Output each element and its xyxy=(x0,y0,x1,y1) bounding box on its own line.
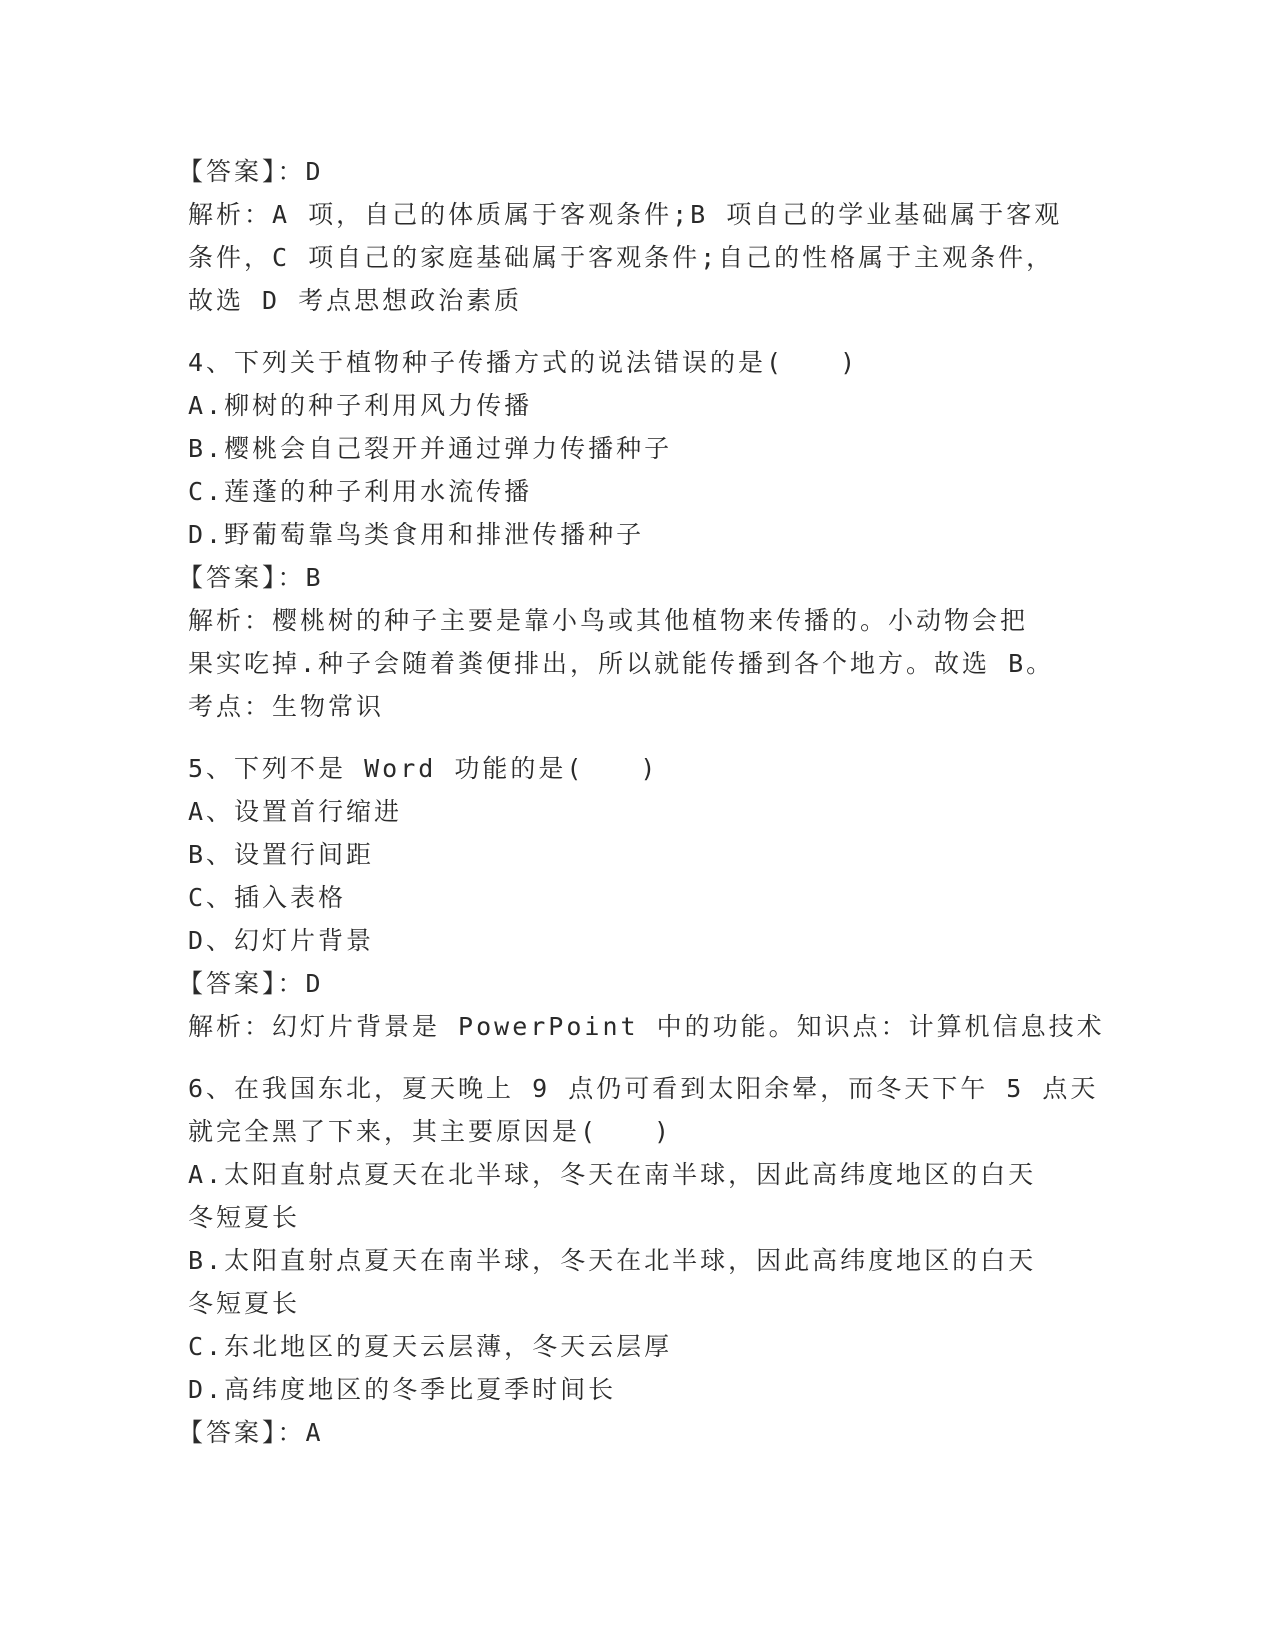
option-line: A.太阳直射点夏天在北半球，冬天在南半球，因此高纬度地区的白天 xyxy=(188,1160,1037,1189)
question-4-text: 4、下列关于植物种子传播方式的说法错误的是( ) xyxy=(188,348,859,377)
question-6-text: 6、在我国东北，夏天晚上 9 点仍可看到太阳余晕，而冬天下午 5 点天 xyxy=(188,1074,1099,1103)
option-line: A、设置首行缩进 xyxy=(188,797,403,826)
analysis-line: 故选 D 考点思想政治素质 xyxy=(188,286,523,315)
option-line: 冬短夏长 xyxy=(188,1289,301,1318)
option-line: B.樱桃会自己裂开并通过弹力传播种子 xyxy=(188,434,673,463)
option-line: C.东北地区的夏天云层薄，冬天云层厚 xyxy=(188,1332,673,1361)
question-5-text: 5、下列不是 Word 功能的是( ) xyxy=(188,754,659,783)
option-line: B、设置行间距 xyxy=(188,840,375,869)
question-6-text: 就完全黑了下来，其主要原因是( ) xyxy=(188,1117,673,1146)
answer-line: 【答案】：D xyxy=(178,969,324,998)
option-line: C.莲蓬的种子利用水流传播 xyxy=(188,477,533,506)
analysis-line: 解析：幻灯片背景是 PowerPoint 中的功能。知识点：计算机信息技术 xyxy=(188,1012,1105,1041)
option-line: D.野葡萄靠鸟类食用和排泄传播种子 xyxy=(188,520,645,549)
option-line: 冬短夏长 xyxy=(188,1203,301,1232)
option-line: B.太阳直射点夏天在南半球，冬天在北半球，因此高纬度地区的白天 xyxy=(188,1246,1037,1275)
answer-line: 【答案】：D xyxy=(178,157,324,186)
document-page xyxy=(178,150,1105,1454)
option-line: D、幻灯片背景 xyxy=(188,926,375,955)
analysis-line: 果实吃掉.种子会随着粪便排出，所以就能传播到各个地方。故选 B。 xyxy=(188,649,1055,678)
answer-line: 【答案】：A xyxy=(178,1418,324,1447)
analysis-line: 解析：樱桃树的种子主要是靠小鸟或其他植物来传播的。小动物会把 xyxy=(188,606,1029,635)
option-line: A.柳树的种子利用风力传播 xyxy=(188,391,533,420)
answer-line: 【答案】：B xyxy=(178,563,324,592)
option-line: C、插入表格 xyxy=(188,883,347,912)
analysis-line: 考点：生物常识 xyxy=(188,692,385,721)
option-line: D.高纬度地区的冬季比夏季时间长 xyxy=(188,1375,617,1404)
analysis-line: 条件，C 项自己的家庭基础属于客观条件;自己的性格属于主观条件， xyxy=(188,243,1055,272)
analysis-line: 解析：A 项，自己的体质属于客观条件;B 项自己的学业基础属于客观 xyxy=(188,200,1063,229)
